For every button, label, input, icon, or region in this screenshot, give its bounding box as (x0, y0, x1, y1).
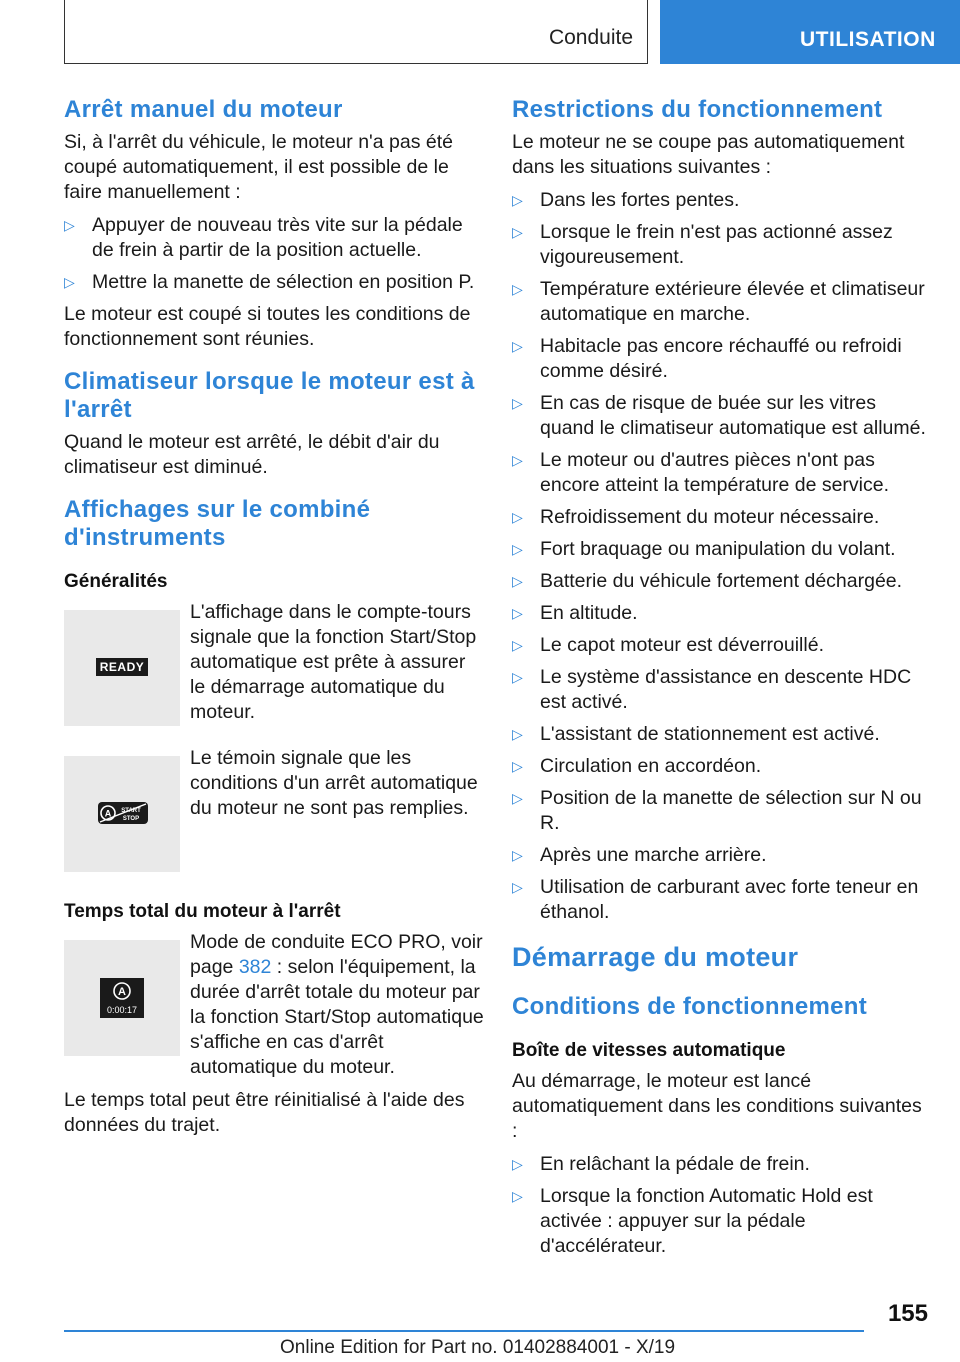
gearbox-intro: Au démarrage, le moteur est lancé automatiquement dans les conditions suivantes : (512, 1070, 922, 1142)
section-manual-stop (64, 96, 484, 352)
triangle-bullet-icon: ▷ (512, 758, 523, 774)
climate-text: Quand le moteur est arrêté, le débit d'air du climatiseur est diminué. (64, 431, 440, 478)
triangle-bullet-icon: ▷ (512, 224, 523, 240)
triangle-bullet-icon: ▷ (512, 192, 523, 208)
triangle-bullet-icon: ▷ (512, 605, 523, 621)
start-conditions-list (512, 1152, 928, 1259)
list-item: ▷ Utilisation de carburant avec forte teneur en éthanol. (512, 876, 919, 923)
triangle-bullet-icon: ▷ (512, 573, 523, 589)
gearbox-subheading: Boîte de vitesses automatique (512, 1040, 786, 1061)
section-engine-start (512, 941, 928, 1259)
triangle-bullet-icon: ▷ (512, 847, 523, 863)
engine-off-timer-image (64, 940, 180, 1056)
reset-description: Le temps total peut être réinitialisé à l'aide des données du trajet. (64, 1089, 465, 1136)
manual-stop-outro: Le moteur est coupé si toutes les conditions de fonctionnement sont réunies. (64, 303, 471, 350)
list-item: ▷ Refroidissement du moteur nécessaire. (512, 506, 880, 528)
displays-heading: Affichages sur le combiné d'instruments (64, 496, 371, 551)
list-item: ▷ En cas de risque de buée sur les vitres quand le climatiseur automatique est allumé. (512, 392, 926, 439)
section-restrictions (512, 96, 928, 925)
section-displays (64, 496, 484, 1138)
footer-edition: Online Edition for Part no. 01402884001 - X/19 (280, 1337, 676, 1358)
list-item: ▷ Fort braquage ou manipulation du volant. (512, 538, 896, 560)
list-item: ▷ L'assistant de stationnement est activé. (512, 723, 880, 745)
triangle-bullet-icon: ▷ (512, 637, 523, 653)
triangle-bullet-icon: ▷ (64, 274, 75, 290)
conditions-heading: Conditions de fonctionnement (512, 993, 868, 1020)
manual-stop-heading: Arrêt manuel du moteur (64, 96, 343, 123)
startstop-figure-row (64, 746, 484, 876)
triangle-bullet-icon: ▷ (512, 1188, 523, 1204)
ready-description: L'affichage dans le compte-tours signale que la fonction Start/Stop automatique est prête à assurer le démarrage automatique du moteur. (190, 601, 477, 723)
ready-indicator-image (64, 610, 180, 726)
left-column (64, 96, 484, 1154)
page-number: 155 (887, 1300, 928, 1327)
auto-timer-icon (100, 978, 144, 1018)
triangle-bullet-icon: ▷ (512, 281, 523, 297)
list-item: ▷ Habitacle pas encore réchauffé ou refroidi comme désiré. (512, 335, 902, 382)
list-item: ▷ Après une marche arrière. (512, 844, 767, 866)
list-item: ▷ En altitude. (512, 602, 638, 624)
triangle-bullet-icon: ▷ (512, 452, 523, 468)
triangle-bullet-icon: ▷ (512, 338, 523, 354)
auto-start-stop-icon (98, 802, 148, 824)
header-section-box (64, 0, 648, 64)
page-reference-link[interactable]: 382 (238, 956, 272, 978)
list-item: ▷ Le moteur ou d'autres pièces n'ont pas encore atteint la température de service. (512, 449, 890, 496)
triangle-bullet-icon: ▷ (512, 541, 523, 557)
svg-text:START: START (121, 808, 141, 814)
triangle-bullet-icon: ▷ (512, 509, 523, 525)
list-item: ▷ Le capot moteur est déverrouillé. (512, 634, 824, 656)
header-chapter-tab: UTILISATION (660, 0, 960, 64)
list-item: ▷ Dans les fortes pentes. (512, 189, 740, 211)
timer-figure-row (64, 930, 484, 1080)
header-section-title: Conduite (548, 26, 633, 49)
section-climate (64, 368, 484, 480)
general-subheading: Généralités (64, 571, 168, 592)
restrictions-heading: Restrictions du fonctionnement (512, 96, 883, 123)
startstop-indicator-image (64, 756, 180, 872)
ready-figure-row (64, 600, 484, 730)
triangle-bullet-icon: ▷ (512, 395, 523, 411)
timer-readout: 0:00:17 (106, 1005, 138, 1015)
list-item: ▷ Le système d'assistance en descente HDC est activé. (512, 666, 912, 713)
list-item: ▷ Mettre la manette de sélection en position P. (64, 271, 475, 293)
svg-text:A: A (118, 986, 126, 998)
engine-start-heading: Démarrage du moteur (512, 942, 799, 972)
list-item: ▷ Lorsque le frein n'est pas actionné assez vigoureusement. (512, 221, 893, 268)
triangle-bullet-icon: ▷ (512, 669, 523, 685)
list-item: ▷ Température extérieure élevée et climatiseur automatique en marche. (512, 278, 925, 325)
manual-stop-list (64, 213, 484, 295)
triangle-bullet-icon: ▷ (512, 879, 523, 895)
right-column (512, 96, 928, 1275)
total-time-description: Mode de conduite ECO PRO, voir page 382 : selon l'équipement, la durée d'arrêt totale du moteur par la fonction Start/Stop automatique s'affiche en cas d'arrêt automatique du moteur. (190, 931, 484, 1078)
triangle-bullet-icon: ▷ (512, 1156, 523, 1172)
list-item: ▷ Batterie du véhicule fortement déchargée. (512, 570, 903, 592)
restrictions-intro: Le moteur ne se coupe pas automatiquement dans les situations suivantes : (512, 131, 905, 178)
footer-divider (64, 1330, 864, 1332)
list-item: ▷ Position de la manette de sélection sur N ou R. (512, 787, 922, 834)
list-item: ▷ Circulation en accordéon. (512, 755, 762, 777)
triangle-bullet-icon: ▷ (512, 726, 523, 742)
triangle-bullet-icon: ▷ (64, 217, 75, 233)
svg-text:A: A (104, 808, 112, 819)
startstop-description: Le témoin signale que les conditions d'un arrêt automatique du moteur ne sont pas remplies. (190, 747, 478, 819)
triangle-bullet-icon: ▷ (512, 790, 523, 806)
list-item: ▷ En relâchant la pédale de frein. (512, 1153, 810, 1175)
svg-text:STOP: STOP (122, 816, 140, 822)
manual-stop-intro: Si, à l'arrêt du véhicule, le moteur n'a pas été coupé automatiquement, il est possible de le faire manuellement : (64, 131, 453, 203)
total-time-subheading: Temps total du moteur à l'arrêt (64, 901, 341, 922)
list-item: ▷ Appuyer de nouveau très vite sur la pédale de frein à partir de la position actuelle. (64, 214, 463, 261)
climate-heading: Climatiseur lorsque le moteur est à l'arrêt (64, 368, 475, 423)
restrictions-list (512, 188, 928, 925)
list-item: ▷ Lorsque la fonction Automatic Hold est activée : appuyer sur la pédale d'accélérateur. (512, 1185, 873, 1257)
ready-symbol: READY (96, 658, 148, 676)
